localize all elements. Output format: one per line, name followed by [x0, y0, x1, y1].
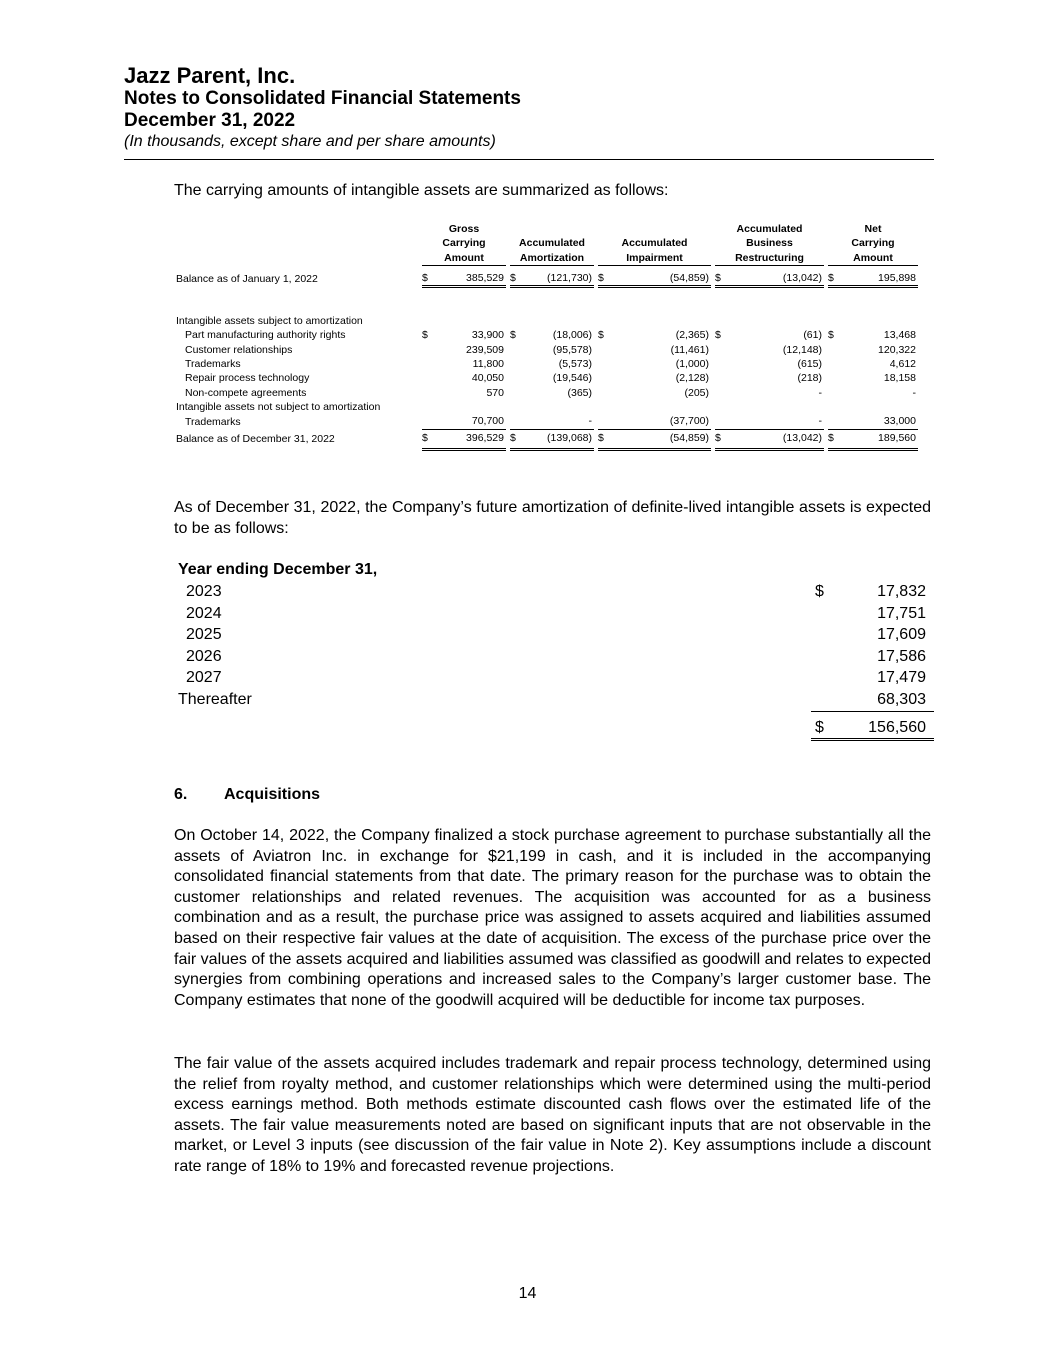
- cell-value: (365): [567, 386, 592, 399]
- cell-value: 4,612: [889, 358, 916, 371]
- table-header-row-3: [174, 251, 918, 266]
- currency-symbol: $: [510, 429, 524, 449]
- amortization-intro: As of December 31, 2022, the Company’s future amortization of definite-lived intangible assets is expected to be as follows:: [174, 499, 931, 537]
- section-number: 6.: [174, 786, 188, 803]
- table-row: [174, 386, 918, 400]
- cell-value: 396,529: [436, 429, 506, 449]
- col-header: Gross: [448, 223, 480, 235]
- cell-value: -: [912, 386, 916, 399]
- statement-date: December 31, 2022: [124, 110, 296, 131]
- intangible-assets-table: [174, 222, 918, 451]
- cell-value: (54,859): [612, 271, 711, 287]
- cell-value: (13,042): [729, 429, 824, 449]
- currency-symbol: $: [510, 271, 524, 287]
- col-header: Accumulated: [736, 223, 803, 235]
- cell-value: (615): [797, 358, 822, 371]
- schedule-total-row: [174, 719, 934, 740]
- cell-value: (95,578): [552, 343, 592, 356]
- table-row: [174, 371, 918, 385]
- schedule-amount: 68,303: [877, 690, 926, 708]
- schedule-row: [174, 605, 934, 626]
- schedule-year: Thereafter: [178, 690, 252, 708]
- table-row: [174, 357, 918, 371]
- cell-value: (1,000): [675, 358, 709, 371]
- row-label: Balance as of December 31, 2022: [176, 433, 335, 446]
- group-label: Intangible assets not subject to amortization: [176, 400, 381, 413]
- col-header: [510, 222, 594, 236]
- cell-value: (54,859): [612, 429, 711, 449]
- page-header: [124, 64, 934, 152]
- schedule-row: [174, 626, 934, 647]
- total-double-rule: [811, 738, 934, 741]
- cell-value: (19,546): [552, 372, 592, 385]
- currency-symbol: $: [598, 329, 604, 342]
- cell-value: (139,068): [524, 429, 594, 449]
- row-label: Trademarks: [185, 415, 241, 428]
- cell-value: -: [524, 414, 594, 429]
- cell-value: -: [818, 386, 822, 399]
- intangibles-intro: The carrying amounts of intangible assets are summarized as follows:: [174, 182, 669, 199]
- section-title: Acquisitions: [224, 786, 321, 803]
- table-header-row-2: [174, 236, 918, 250]
- schedule-row: [174, 669, 934, 690]
- group-label: Intangible assets subject to amortization: [176, 315, 363, 328]
- company-name: Jazz Parent, Inc.: [124, 63, 296, 88]
- cell-value: (18,006): [552, 329, 592, 342]
- cell-value: (37,700): [612, 414, 711, 429]
- schedule-year: 2025: [186, 626, 222, 643]
- cell-value: -: [729, 414, 824, 429]
- header-divider: [124, 159, 934, 160]
- col-header: Amortization: [510, 251, 594, 266]
- schedule-row: [174, 583, 934, 604]
- cell-value: 189,560: [842, 429, 918, 449]
- currency-symbol: $: [422, 271, 436, 287]
- currency-symbol: $: [510, 329, 516, 342]
- schedule-heading: Year ending December 31,: [178, 561, 378, 578]
- cell-value: 239,509: [466, 343, 504, 356]
- section-heading: [174, 786, 320, 804]
- currency-symbol: $: [422, 429, 436, 449]
- table-row: [174, 328, 918, 342]
- schedule-year: 2023: [186, 583, 222, 600]
- cell-value: 120,322: [878, 343, 916, 356]
- cell-value: (61): [803, 329, 822, 342]
- document-subtitle: Notes to Consolidated Financial Statements: [124, 88, 521, 109]
- cell-value: 385,529: [436, 271, 506, 287]
- cell-value: (11,461): [670, 343, 709, 356]
- col-header: Net: [864, 223, 882, 235]
- cell-value: (13,042): [729, 271, 824, 287]
- cell-value: (2,128): [675, 372, 709, 385]
- cell-value: (2,365): [675, 329, 709, 342]
- schedule-amount: 17,479: [877, 669, 926, 686]
- table-row-opening-balance: [174, 271, 918, 287]
- table-group-label: [174, 400, 918, 414]
- table-row: [174, 414, 918, 429]
- currency-symbol: $: [715, 271, 729, 287]
- cell-value: (12,148): [782, 343, 822, 356]
- row-label: Repair process technology: [185, 372, 310, 385]
- schedule-row: [174, 691, 934, 712]
- cell-value: 11,800: [472, 358, 504, 371]
- cell-value: 195,898: [842, 271, 918, 287]
- cell-value: 40,050: [471, 372, 504, 385]
- schedule-amount: 17,751: [877, 604, 926, 622]
- col-header: Accumulated: [621, 237, 688, 250]
- cell-value: 570: [486, 386, 504, 399]
- currency-symbol: $: [815, 583, 824, 600]
- cell-value: 33,000: [842, 414, 918, 429]
- currency-symbol: $: [828, 329, 834, 342]
- schedule-amount: 17,832: [877, 583, 926, 600]
- cell-value: (205): [684, 386, 709, 399]
- cell-value: 70,700: [436, 414, 506, 429]
- schedule-amount: 17,586: [877, 647, 926, 665]
- acquisition-paragraph-1: On October 14, 2022, the Company finalized a stock purchase agreement to purchase substantially all the assets of Aviatron Inc. in exchange for $21,199 in cash, and it is included in the accompanying consolidated financial statements from that date. The primary reason for the purchase was to obtain the customer relationships and related revenues. The acquisition was accounted for as a business combination and as a result, the purchase price was assigned to assets acquired and liabilities assumed based on their respective fair values at the date of acquisition. The excess of the purchase price over the fair values of the assets acquired and liabilities assumed was classified as goodwill and relates to expected synergies from combining operations and increased sales to the Company’s larger customer base. The Company estimates that none of the goodwill acquired will be deductible for income tax purposes.: [174, 827, 931, 1009]
- currency-symbol: $: [422, 329, 428, 342]
- schedule-total: 156,560: [868, 719, 926, 736]
- col-header: Carrying: [851, 237, 895, 250]
- cell-value: 13,468: [883, 329, 916, 342]
- acquisition-paragraph-2: The fair value of the assets acquired includes trademark and repair process technology, determined using the relief from royalty method, and customer relationships which were determined using the multi-period excess earnings method. Both methods estimate discounted cash flows over the estimated life of the assets. The fair value measurements noted are based on significant inputs that are not observable in the market, or Level 3 inputs (see discussion of the fair value in Note 2). Key assumptions include a discount rate range of 18% to 19% and forecasted revenue projections.: [174, 1055, 931, 1175]
- row-label: Customer relationships: [185, 343, 293, 356]
- schedule-year: 2027: [186, 669, 222, 686]
- schedule-row: [174, 648, 934, 669]
- col-header: Amount: [828, 251, 918, 266]
- cell-value: (5,573): [558, 358, 592, 371]
- cell-value: 33,900: [471, 329, 504, 342]
- col-header: Business: [746, 237, 793, 250]
- cell-value: 18,158: [883, 372, 916, 385]
- table-row-closing-balance: [174, 429, 918, 449]
- currency-symbol: $: [828, 429, 842, 449]
- currency-symbol: $: [715, 329, 721, 342]
- schedule-year: 2024: [186, 604, 222, 622]
- row-label: Balance as of January 1, 2022: [176, 272, 318, 285]
- table-group-label: [174, 314, 918, 328]
- cell-value: (218): [797, 372, 822, 385]
- row-label: Trademarks: [185, 358, 241, 371]
- page-number: 14: [518, 1285, 537, 1302]
- col-header: Restructuring: [715, 251, 824, 266]
- table-header-row-1: [174, 222, 918, 236]
- schedule-year: 2026: [186, 647, 222, 665]
- col-header: [598, 222, 711, 236]
- currency-symbol: $: [828, 271, 842, 287]
- currency-symbol: $: [715, 429, 729, 449]
- col-header: Impairment: [598, 251, 711, 266]
- row-label: Non-compete agreements: [185, 386, 307, 399]
- units-note: (In thousands, except share and per share amounts): [124, 133, 496, 150]
- schedule-amount: 17,609: [877, 626, 926, 643]
- currency-symbol: $: [598, 271, 612, 287]
- col-header: Amount: [422, 251, 506, 266]
- col-header: Carrying: [442, 237, 486, 250]
- currency-symbol: $: [598, 429, 612, 449]
- currency-symbol: $: [815, 719, 824, 736]
- subtotal-rule: [811, 711, 934, 712]
- col-header: Accumulated: [519, 237, 585, 250]
- table-row: [174, 343, 918, 357]
- cell-value: (121,730): [524, 271, 594, 287]
- row-label: Part manufacturing authority rights: [185, 329, 346, 342]
